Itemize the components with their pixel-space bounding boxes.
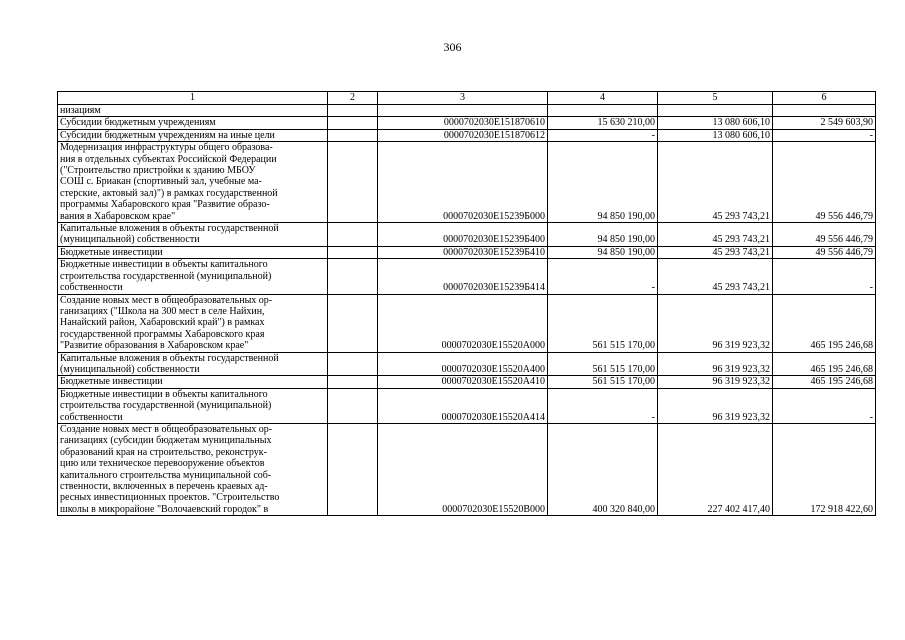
row-value-col5-cell: 45 293 743,21 [658,223,773,247]
row-col2-cell [328,223,378,247]
column-header: 5 [658,92,773,105]
row-value-col4-cell: - [548,259,658,294]
row-value-col6-cell: - [773,129,876,141]
table-row [58,294,876,352]
row-value-col5-cell: 96 319 923,32 [658,352,773,376]
row-value-col5-cell: 45 293 743,21 [658,259,773,294]
row-col2-cell [328,259,378,294]
column-header: 3 [378,92,548,105]
table-row [58,246,876,258]
row-name-cell: Модернизация инфраструктуры общего образова- ния в отдельных субъектах Российской Федерации ("Строительство пристройки к зданию МБОУ СОШ с. Бриакан (спортивный зал, учебные ма- стерские, актовый зал)") в рамках государственной программы Хабаровского края "Развитие образо- вания в Хабаровском крае" [58,142,328,223]
table-row [58,376,876,388]
row-value-col4-cell: 561 515 170,00 [548,352,658,376]
row-value-col4-cell: 94 850 190,00 [548,142,658,223]
row-value-col6-cell: 465 195 246,68 [773,352,876,376]
row-code-cell: 0000702030Е15520А414 [378,388,548,423]
row-col2-cell [328,388,378,423]
row-code-cell: 0000702030Е15239Б410 [378,246,548,258]
row-col2-cell [328,376,378,388]
row-value-col6-cell: 2 549 603,90 [773,117,876,129]
row-value-col4-cell: 561 515 170,00 [548,294,658,352]
row-value-col4-cell: - [548,388,658,423]
row-name-cell: Бюджетные инвестиции [58,376,328,388]
row-value-col4-cell: 94 850 190,00 [548,223,658,247]
table-row [58,423,876,515]
row-code-cell: 0000702030Е15239Б000 [378,142,548,223]
row-col2-cell [328,352,378,376]
table-row [58,223,876,247]
row-value-col4-cell: 15 630 210,00 [548,117,658,129]
row-code-cell: 0000702030Е15520А400 [378,352,548,376]
row-value-col6-cell: 465 195 246,68 [773,294,876,352]
row-name-cell: Субсидии бюджетным учреждениям [58,117,328,129]
column-header: 2 [328,92,378,105]
row-value-col6-cell: - [773,259,876,294]
row-value-col5-cell [658,105,773,117]
page-number: 306 [443,40,462,54]
row-code-cell: 0000702030Е15520А410 [378,376,548,388]
budget-table [57,91,876,516]
table-header-row [58,92,876,105]
row-name-cell: Бюджетные инвестиции в объекты капитального строительства государственной (муниципальной) собственности [58,388,328,423]
row-code-cell: 0000702030Е15520А000 [378,294,548,352]
row-col2-cell [328,117,378,129]
row-name-cell: Субсидии бюджетным учреждениям на иные цели [58,129,328,141]
row-value-col5-cell: 96 319 923,32 [658,388,773,423]
row-value-col5-cell: 45 293 743,21 [658,246,773,258]
table-row [58,105,876,117]
row-value-col5-cell: 45 293 743,21 [658,142,773,223]
row-col2-cell [328,129,378,141]
row-code-cell [378,105,548,117]
table-row [58,388,876,423]
row-value-col6-cell: - [773,388,876,423]
row-value-col5-cell: 96 319 923,32 [658,376,773,388]
row-value-col4-cell: 94 850 190,00 [548,246,658,258]
row-value-col5-cell: 13 080 606,10 [658,129,773,141]
row-code-cell: 0000702030Е15520В000 [378,423,548,515]
row-name-cell: Создание новых мест в общеобразовательных ор- ганизациях (субсидии бюджетам муниципальных образований края на строительство, реконструк- цию или техническое перевооружение объектов капитального строительства муниципальной соб- ственности, включенных в перечень краевых ад- ресных инвестиционных проектов. "Строительство школы в микрорайоне "Волочаевский городок" в [58,423,328,515]
table-row [58,352,876,376]
row-value-col6-cell: 465 195 246,68 [773,376,876,388]
row-value-col5-cell: 227 402 417,40 [658,423,773,515]
row-col2-cell [328,294,378,352]
row-value-col6-cell [773,105,876,117]
row-value-col6-cell: 49 556 446,79 [773,142,876,223]
row-value-col5-cell: 96 319 923,32 [658,294,773,352]
row-value-col5-cell: 13 080 606,10 [658,117,773,129]
row-code-cell: 0000702030Е15239Б400 [378,223,548,247]
row-value-col6-cell: 172 918 422,60 [773,423,876,515]
row-name-cell: Создание новых мест в общеобразовательных ор- ганизациях ("Школа на 300 мест в селе Найхин, Нанайский район, Хабаровский край") в рамках государственной программы Хабаровского края "Развитие образования в Хабаровском крае" [58,294,328,352]
row-name-cell: Бюджетные инвестиции в объекты капитального строительства государственной (муниципальной) собственности [58,259,328,294]
row-name-cell: Капитальные вложения в объекты государственной (муниципальной) собственности [58,223,328,247]
row-name-cell: Бюджетные инвестиции [58,246,328,258]
row-code-cell: 0000702030Е151870612 [378,129,548,141]
row-code-cell: 0000702030Е15239Б414 [378,259,548,294]
row-col2-cell [328,246,378,258]
row-value-col4-cell [548,105,658,117]
column-header: 6 [773,92,876,105]
row-name-cell: низациям [58,105,328,117]
table-row [58,129,876,141]
column-header: 4 [548,92,658,105]
row-code-cell: 0000702030Е151870610 [378,117,548,129]
table-row [58,259,876,294]
row-name-cell: Капитальные вложения в объекты государственной (муниципальной) собственности [58,352,328,376]
row-value-col4-cell: 561 515 170,00 [548,376,658,388]
row-col2-cell [328,105,378,117]
row-value-col6-cell: 49 556 446,79 [773,223,876,247]
row-value-col6-cell: 49 556 446,79 [773,246,876,258]
row-col2-cell [328,423,378,515]
row-col2-cell [328,142,378,223]
row-value-col4-cell: 400 320 840,00 [548,423,658,515]
column-header: 1 [58,92,328,105]
table-row [58,142,876,223]
row-value-col4-cell: - [548,129,658,141]
table-row [58,117,876,129]
